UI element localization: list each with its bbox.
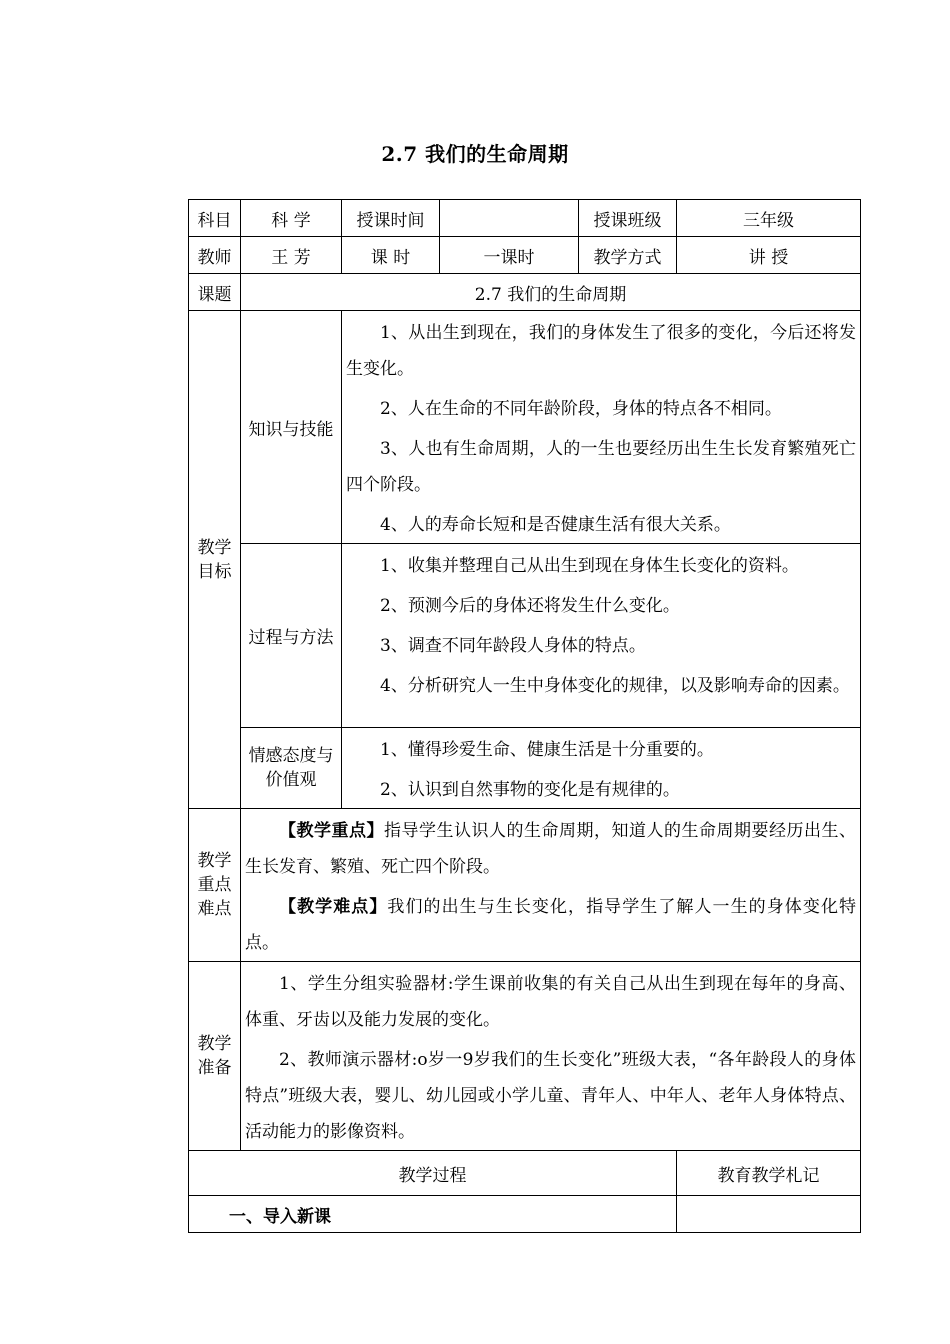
- knowledge-label: 知识与技能: [241, 311, 342, 544]
- subject-value: 科 学: [241, 200, 342, 237]
- difficulty-paragraph: [241, 885, 860, 961]
- difficulty-text: 我们的出生与生长变化，指导学生了解人一生的身体变化特点。: [245, 897, 857, 953]
- process-item: 3、调查不同年龄段人身体的特点。: [380, 636, 646, 656]
- topic-row: [189, 274, 861, 311]
- preparation-item: 2、教师演示器材:o岁一9岁我们的生长变化”班级大表，“各年龄段人的身体特点”班级大表，婴儿、幼儿园或小学儿童、青年人、中年人、老年人身体特点、活动能力的影像资料。: [245, 1050, 856, 1142]
- key-points-label-line1: 教学: [197, 851, 232, 871]
- knowledge-content: [342, 311, 861, 544]
- focus-paragraph: [241, 809, 860, 885]
- info-row-teacher: [189, 237, 861, 274]
- focus-tag: 【教学重点】: [279, 821, 384, 841]
- key-points-row: [189, 809, 861, 962]
- teacher-label: 教师: [189, 237, 241, 274]
- emotion-item: 2、认识到自然事物的变化是有规律的。: [380, 780, 680, 800]
- key-points-label: [189, 809, 241, 962]
- emotion-label-line1: 情感态度与: [248, 746, 334, 766]
- page-title: 2.7 我们的生命周期: [381, 142, 569, 166]
- key-points-label-line3: 难点: [197, 899, 232, 919]
- emotion-item: 1、懂得珍爱生命、健康生活是十分重要的。: [380, 740, 714, 760]
- class-value: 三年级: [677, 200, 861, 237]
- section-heading: 一、导入新课: [189, 1196, 677, 1233]
- knowledge-item: 4、人的寿命长短和是否健康生活有很大关系。: [380, 515, 731, 535]
- info-row-subject: [189, 200, 861, 237]
- objectives-label-line1: 教学: [197, 537, 232, 558]
- knowledge-item: 2、人在生命的不同年龄阶段，身体的特点各不相同。: [380, 399, 782, 419]
- knowledge-item: 3、人也有生命周期，人的一生也要经历出生生长发育繁殖死亡四个阶段。: [346, 439, 856, 495]
- objectives-label: [189, 311, 241, 809]
- subject-label: 科目: [189, 200, 241, 237]
- time-value: [440, 200, 579, 237]
- preparation-content: [241, 962, 861, 1151]
- process-content: [342, 544, 861, 728]
- notes-header: 教育教学札记: [677, 1151, 861, 1196]
- teaching-process-header: 教学过程: [189, 1151, 677, 1196]
- topic-value: 2.7 我们的生命周期: [241, 274, 861, 311]
- difficulty-tag: 【教学难点】: [279, 897, 388, 917]
- method-label: 教学方式: [579, 237, 677, 274]
- method-value: 讲 授: [677, 237, 861, 274]
- objectives-row-process: [189, 544, 861, 728]
- emotion-content: [342, 728, 861, 809]
- preparation-item: 1、学生分组实验器材:学生课前收集的有关自己从出生到现在每年的身高、体重、牙齿以及能力发展的变化。: [245, 974, 856, 1030]
- knowledge-item: 1、从出生到现在，我们的身体发生了很多的变化，今后还将发生变化。: [346, 323, 856, 379]
- section-row: [189, 1196, 861, 1233]
- topic-label: 课题: [189, 274, 241, 311]
- lesson-plan-table: [188, 199, 861, 1233]
- objectives-label-line2: 目标: [197, 561, 232, 582]
- notes-cell: [677, 1196, 861, 1233]
- process-label: 过程与方法: [241, 544, 342, 728]
- preparation-label-line2: 准备: [197, 1058, 232, 1078]
- objectives-row-knowledge: [189, 311, 861, 544]
- objectives-row-emotion: [189, 728, 861, 809]
- process-item: 2、预测今后的身体还将发生什么变化。: [380, 596, 680, 616]
- emotion-label-line2: 价值观: [265, 770, 317, 790]
- key-points-label-line2: 重点: [197, 875, 232, 895]
- process-item: 4、分析研究人一生中身体变化的规律，以及影响寿命的因素。: [380, 676, 850, 696]
- teacher-value: 王 芳: [241, 237, 342, 274]
- class-label: 授课班级: [579, 200, 677, 237]
- focus-text: 指导学生认识人的生命周期，知道人的生命周期要经历出生、生长发育、繁殖、死亡四个阶段。: [245, 821, 856, 877]
- process-header-row: [189, 1151, 861, 1196]
- process-item: 1、收集并整理自己从出生到现在身体生长变化的资料。: [380, 556, 799, 576]
- preparation-label-line1: 教学: [197, 1034, 232, 1054]
- preparation-label: [189, 962, 241, 1151]
- hours-label: 课 时: [342, 237, 440, 274]
- time-label: 授课时间: [342, 200, 440, 237]
- key-points-content: [241, 809, 861, 962]
- preparation-row: [189, 962, 861, 1151]
- emotion-label: [241, 728, 342, 809]
- hours-value: 一课时: [440, 237, 579, 274]
